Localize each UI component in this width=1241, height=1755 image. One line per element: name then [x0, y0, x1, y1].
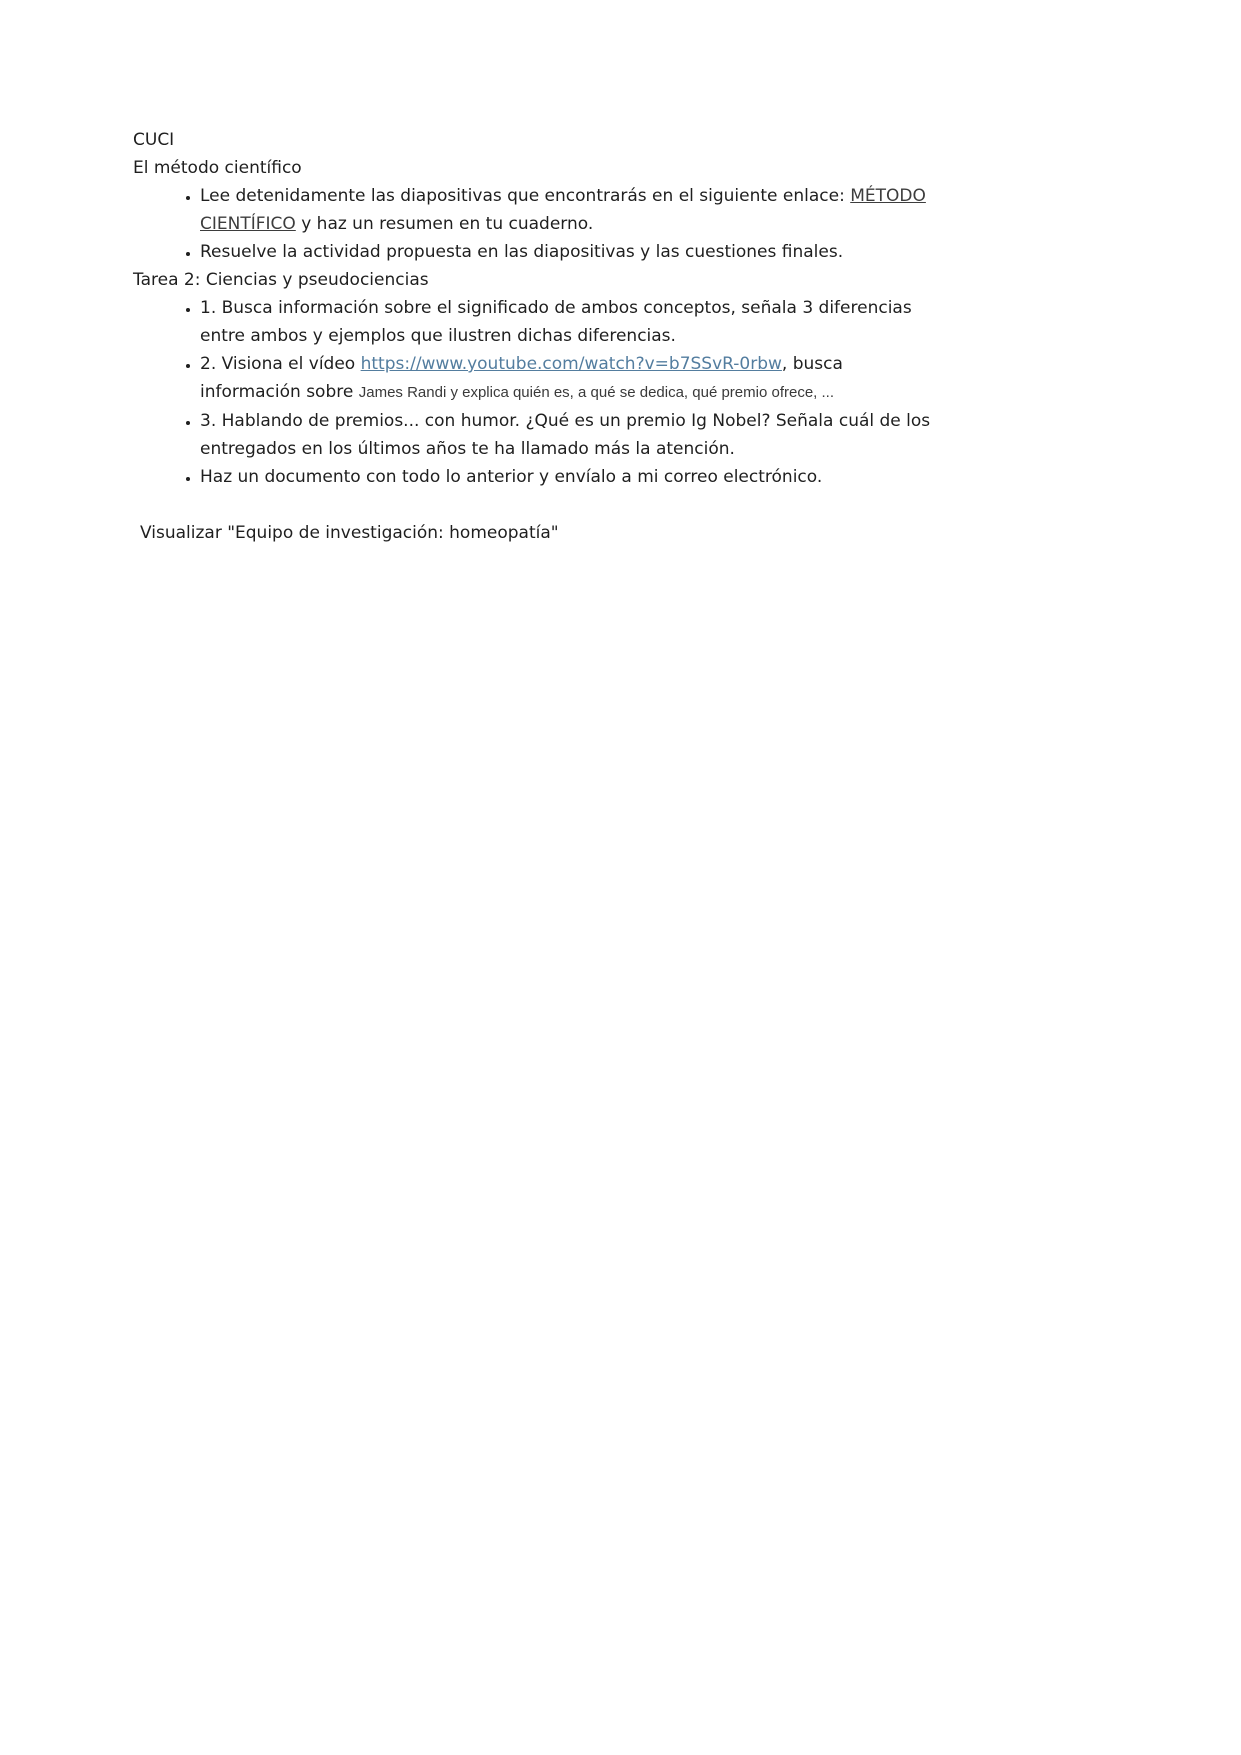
list-item [200, 238, 945, 266]
list-item [200, 294, 945, 350]
item-text: 2. Visiona el vídeo [200, 354, 361, 374]
metodo-cientifico-link[interactable]: MÉTODO CIENTÍFICO [200, 186, 926, 234]
item-text: , busca información sobre [200, 354, 843, 402]
tarea2-heading: Tarea 2: Ciencias y pseudociencias [133, 270, 429, 290]
task1-list [133, 182, 955, 266]
item-text: 1. Busca información sobre el significado de ambos conceptos, señala 3 diferencias entre ambos y ejemplos que ilustren dichas diferencias. [200, 298, 912, 346]
item-text: Lee detenidamente las diapositivas que encontrarás en el siguiente enlace: [200, 186, 851, 206]
document-body [133, 126, 955, 547]
list-item [200, 407, 945, 463]
item-text: y haz un resumen en tu cuaderno. [295, 214, 594, 234]
list-item [200, 463, 945, 491]
item-text-small: James Randi y explica quién es, a qué se dedica, qué premio ofrece, ... [358, 384, 835, 401]
item-text: Resuelve la actividad propuesta en las diapositivas y las cuestiones finales. [200, 242, 844, 262]
youtube-link[interactable]: https://www.youtube.com/watch?v=b7SSvR-0rbw [360, 354, 782, 374]
heading-metodo-cientifico: El método científico [133, 158, 302, 178]
task2-list [133, 294, 955, 491]
item-text: 3. Hablando de premios... con humor. ¿Qué es un premio Ig Nobel? Señala cuál de los entregados en los últimos años te ha llamado más la atención. [200, 411, 931, 459]
heading-cuci: CUCI [133, 130, 175, 150]
item-text: Haz un documento con todo lo anterior y envíalo a mi correo electrónico. [200, 467, 823, 487]
list-item [200, 182, 945, 238]
visualizar-line: Visualizar "Equipo de investigación: homeopatía" [140, 523, 559, 543]
list-item [200, 350, 945, 407]
